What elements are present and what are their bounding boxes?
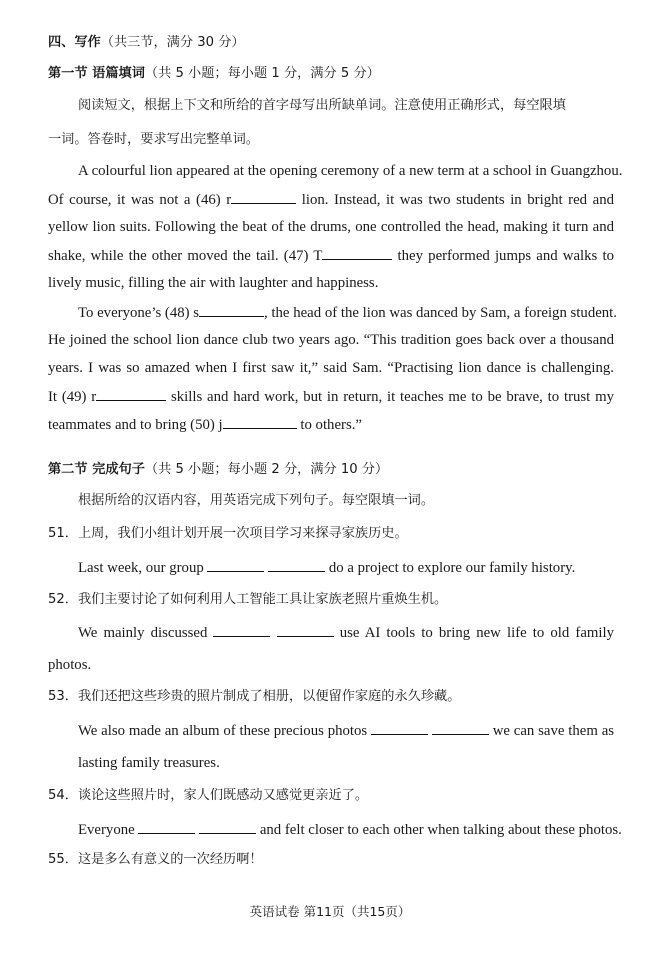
passage-line-10: [48, 417, 362, 433]
sentence-text: and felt closer to each other when talking about these photos.: [259, 822, 622, 838]
answer-blank-52b[interactable]: [277, 625, 334, 637]
passage-text: to others.”: [296, 417, 362, 433]
sentence-text: We also made an album of these precious photos: [78, 723, 368, 739]
passage-line-4: [48, 248, 614, 264]
section-heading-title: 四、写作: [48, 35, 101, 50]
section-heading: [48, 36, 245, 49]
answer-blank-51a[interactable]: [207, 560, 264, 572]
part2-instructions: 根据所给的汉语内容，用英语完成下列句子。每空限填一词。: [78, 493, 435, 508]
part2-title: [48, 463, 388, 476]
passage-line-2: [48, 192, 614, 208]
question-53-prompt: 53．我们还把这些珍贵的照片制成了相册，以便留作家庭的永久珍藏。: [48, 689, 461, 704]
answer-blank-49[interactable]: [96, 389, 166, 401]
passage-text: they performed jumps and walks to: [392, 248, 614, 264]
part2-title-note: （共 5 小题；每小题 2 分，满分 10 分）: [144, 462, 389, 477]
sentence-text: do a project to explore our family history.: [328, 560, 576, 576]
answer-blank-54a[interactable]: [138, 822, 195, 834]
question-55-prompt: 55．这是多么有意义的一次经历啊！: [48, 852, 263, 867]
sentence-text: we can save them as: [492, 723, 615, 739]
answer-blank-46[interactable]: [231, 192, 296, 204]
question-54-sentence: [78, 822, 622, 838]
question-52-continuation: photos.: [48, 657, 92, 673]
passage-text: teammates and to bring (50) j: [48, 417, 223, 433]
part1-title-note: （共 5 小题；每小题 1 分，满分 5 分）: [144, 66, 380, 81]
passage-line-9: [48, 389, 614, 405]
part2-title-label: 第二节 完成句子: [48, 462, 145, 477]
passage-line-8: years. I was so amazed when I first saw it,” said Sam. “Practising lion dance is challenging.: [48, 360, 614, 376]
passage-text: shake, while the other moved the tail. (47) T: [48, 248, 323, 264]
answer-blank-51b[interactable]: [268, 560, 325, 572]
sentence-text: We mainly discussed: [78, 625, 208, 641]
answer-blank-50[interactable]: [223, 417, 297, 429]
passage-text: Of course, it was not a (46) r: [48, 192, 232, 208]
section-heading-note: （共三节，满分 30 分）: [100, 35, 245, 50]
page-footer: 英语试卷 第11页（共15页）: [249, 904, 411, 919]
answer-blank-54b[interactable]: [199, 822, 256, 834]
part1-title: [48, 67, 380, 80]
passage-line-1: A colourful lion appeared at the opening ceremony of a new term at a school in Guangzhou.: [78, 163, 623, 179]
passage-line-3: yellow lion suits. Following the beat of the drums, one controlled the head, making it turn and: [48, 219, 614, 235]
question-54-prompt: 54．谈论这些照片时，家人们既感动又感觉更亲近了。: [48, 788, 369, 803]
answer-blank-53a[interactable]: [371, 723, 428, 735]
part1-instructions-line2: 一词。答卷时，要求写出完整单词。: [48, 132, 259, 147]
passage-text: skills and hard work, but in return, it teaches me to be brave, to trust my: [166, 389, 614, 405]
question-52-prompt: 52．我们主要讨论了如何利用人工智能工具让家族老照片重焕生机。: [48, 592, 448, 607]
part1-title-label: 第一节 语篇填词: [48, 66, 145, 81]
passage-text: , the head of the lion was danced by Sam, a foreign student.: [264, 305, 617, 321]
question-53-continuation: lasting family treasures.: [78, 755, 220, 771]
sentence-text: use AI tools to bring new life to old family: [339, 625, 615, 641]
answer-blank-47[interactable]: [322, 248, 392, 260]
answer-blank-48[interactable]: [199, 305, 264, 317]
passage-line-7: He joined the school lion dance club two years ago. “This tradition goes back over a thousand: [48, 332, 614, 348]
question-51-prompt: 51．上周，我们小组计划开展一次项目学习来探寻家族历史。: [48, 526, 408, 541]
answer-blank-53b[interactable]: [432, 723, 489, 735]
question-51-sentence: [78, 560, 575, 576]
passage-text: It (49) r: [48, 389, 97, 405]
passage-text: lion. Instead, it was two students in bright red and: [296, 192, 614, 208]
passage-text: To everyone’s (48) s: [78, 305, 200, 321]
part1-instructions-line1: 阅读短文，根据上下文和所给的首字母写出所缺单词。注意使用正确形式，每空限填: [78, 98, 566, 113]
sentence-text: Last week, our group: [78, 560, 204, 576]
question-52-sentence: [78, 625, 614, 641]
passage-line-5: lively music, filling the air with laughter and happiness.: [48, 275, 379, 291]
question-53-sentence: [78, 723, 614, 739]
answer-blank-52a[interactable]: [213, 625, 270, 637]
sentence-text: Everyone: [78, 822, 135, 838]
passage-line-6: [78, 305, 617, 321]
